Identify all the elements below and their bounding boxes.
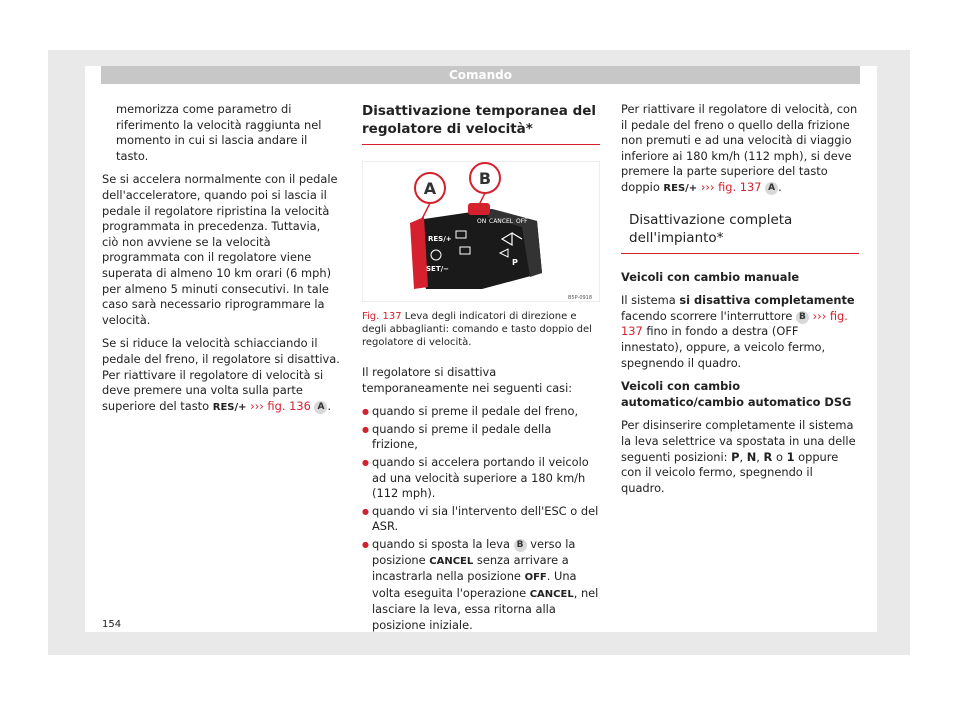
column-3 bbox=[621, 102, 859, 504]
column-1 bbox=[102, 102, 340, 423]
fig-136-link[interactable]: ››› fig. 136 bbox=[250, 398, 311, 413]
lever-label-cancel: CANCEL bbox=[489, 218, 514, 225]
fig-137-link-2[interactable]: ››› fig. 137 bbox=[621, 308, 848, 339]
column-2 bbox=[362, 102, 600, 636]
paragraph-3: Se si riduce la velocità schiacciando il pedale del freno, il regolatore si disattiva. Per riattivare il regolatore di velocità si deve premere una volta sulla parte superiore del tasto RES/+ ››› fig. 136 A . bbox=[102, 336, 340, 413]
bullet-list bbox=[362, 404, 600, 633]
reactivate-paragraph: Per riattivare il regolatore di velocità, con il pedale del freno o quello della frizione non premuti e ad una velocità di viaggio inferiore ai 180 km/h (112 mph), si deve premere la parte superiore del tasto doppio RES/+ ››› fig. 137 A . bbox=[621, 102, 858, 194]
badge-a-2: A bbox=[765, 182, 778, 195]
key-cancel-2: CANCEL bbox=[529, 588, 574, 600]
badge-b: B bbox=[514, 539, 527, 552]
figure-caption bbox=[362, 310, 600, 349]
lever-illustration bbox=[362, 161, 600, 302]
key-res-plus: RES/+ bbox=[212, 401, 247, 413]
automatic-paragraph: Per disinserire completamente il sistema la leva selettrice va spostata in una delle seguenti posizioni: P, N, R o 1 oppure con il veicolo fermo, spegnendo il quadro. bbox=[621, 418, 856, 495]
badge-b-2: B bbox=[796, 311, 809, 324]
page-number: 154 bbox=[102, 619, 122, 630]
subheading-manual: Veicoli con cambio manuale bbox=[621, 269, 800, 284]
key-cancel: CANCEL bbox=[429, 555, 474, 567]
subheading-automatic: Veicoli con cambio automatico/cambio automatico DSG bbox=[621, 379, 852, 409]
lever-label-off: OFF bbox=[516, 218, 528, 225]
paragraph-1: memorizza come parametro di riferimento la velocità raggiunta nel momento in cui si lascia andare il tasto. bbox=[116, 102, 322, 163]
section-header: Comando bbox=[101, 66, 860, 84]
badge-a: A bbox=[314, 401, 327, 414]
caption-text: Leva degli indicatori di direzione e degli abbaglianti: comando e tasto doppio del regolatore di velocità. bbox=[362, 311, 592, 348]
figure-137 bbox=[362, 161, 600, 302]
paragraph-2: Se si accelera normalmente con il pedale dell'acceleratore, quando poi si lascia il pedale il regolatore ripristina la velocità programmata in precedenza. Tuttavia, ciò non avviene se la velocità programmata con il regolatore viene superata di almeno 10 km orari (6 mph) per almeno 5 minuti consecutivi. In tale caso sarà necessario riprogrammare la velocità. bbox=[102, 172, 338, 327]
callout-b: B bbox=[478, 169, 492, 188]
intro-text: Il regolatore si disattiva temporaneamente nei seguenti casi: bbox=[362, 365, 573, 395]
callout-a: A bbox=[423, 179, 437, 198]
list-item: ● quando si sposta la leva B verso la posizione CANCEL senza arrivare a incastrarla nella posizione OFF. Una volta eseguita l'operazione CANCEL, nel lasciare la leva, essa ritorna alla posizione iniziale. bbox=[362, 537, 600, 634]
fig-137-link[interactable]: ››› fig. 137 bbox=[700, 179, 762, 194]
section-title-complete: Disattivazione completa dell'impianto* bbox=[621, 211, 859, 254]
section-title-temporary: Disattivazione temporanea del regolatore di velocità* bbox=[362, 102, 600, 145]
key-res-plus-2: RES/+ bbox=[663, 182, 698, 194]
lever-label-on: ON bbox=[477, 218, 487, 225]
manual-paragraph: Il sistema si disattiva completamente facendo scorrere l'interruttore B ››› fig. 137 fino in fondo a destra (OFF innestato), oppure, a veicolo fermo, spegnendo il quadro. bbox=[621, 293, 855, 370]
caption-label: Fig. 137 bbox=[362, 311, 402, 322]
list-item: ● quando si accelera portando il veicolo ad una velocità superiore a 180 km/h (112 mph). bbox=[362, 455, 600, 502]
lever-label-res: RES/+ bbox=[428, 235, 452, 243]
paragraph-3-text: Se si riduce la velocità schiacciando il pedale del freno, il regolatore si disattiva. Per riattivare il regolatore di velocità si deve premere una volta sulla parte superiore del tasto bbox=[102, 336, 340, 413]
figure-code: B5P-0918 bbox=[568, 295, 593, 301]
list-item: ● quando si preme il pedale della frizione, bbox=[362, 422, 600, 453]
list-item: ● quando vi sia l'intervento dell'ESC o del ASR. bbox=[362, 504, 600, 535]
svg-text:P: P bbox=[512, 258, 518, 267]
list-item: ● quando si preme il pedale del freno, bbox=[362, 404, 600, 420]
lever-label-set: SET/− bbox=[426, 265, 450, 273]
key-off: OFF bbox=[524, 572, 547, 584]
